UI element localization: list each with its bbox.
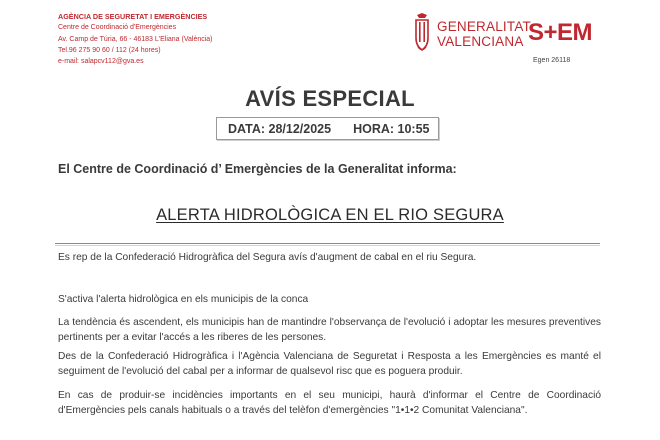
body-paragraph: La tendència és ascendent, els municipis han de mantindre l'observança de l'evolució i adoptar les mesures preventives pertinents per a evitar l'accés a les riberes de les persones. <box>58 317 601 343</box>
agency-phone: Tel.96 275 90 60 / 112 (24 hores) <box>58 46 161 54</box>
generalitat-wordmark <box>437 19 531 49</box>
page-title: AVÍS ESPECIAL <box>245 86 415 111</box>
generalitat-logo <box>413 13 531 57</box>
section-divider <box>55 243 600 246</box>
generalitat-wordmark-line1: GENERALITAT <box>437 19 531 34</box>
date-label: DATA: 28/12/2025 <box>228 121 332 136</box>
agency-centre: Centre de Coordinació d'Emergències <box>58 24 177 32</box>
body-paragraph: S'activa l'alerta hidrològica en els municipis de la conca <box>58 294 309 305</box>
intro-statement: El Centre de Coordinació d’ Emergències de la Generalitat informa: <box>58 162 457 176</box>
hour-label: HORA: 10:55 <box>353 121 430 136</box>
generalitat-wordmark-line2: VALENCIANA <box>437 34 524 49</box>
document-code: Egen 26118 <box>533 57 571 64</box>
alert-heading: ALERTA HIDROLÒGICA EN EL RIO SEGURA <box>156 206 504 224</box>
agency-email: e-mail: salapcv112@gva.es <box>58 58 144 66</box>
body-paragraph: En cas de produir-se incidències importants en el seu municipi, haurà d'informar el Centre de Coordinació d'Emergències pels canals habituals o a través del telèfon d'emergències "1•1•2 Comunitat Valenciana". <box>58 390 601 416</box>
sem-logo: S+EM <box>528 19 593 46</box>
agency-contact-block <box>58 11 213 67</box>
body-paragraph: Des de la Confederació Hidrogràfica i l'Agència Valenciana de Seguretat i Resposta a les Emergències es manté el seguiment de l'evolució del cabal per a informar de qualsevol risc que es poguera produir. <box>58 351 601 377</box>
body-paragraph: Es rep de la Confederació Hidrogràfica del Segura avís d'augment de cabal en el riu Segura. <box>58 252 477 263</box>
agency-address: Av. Camp de Túria, 66 - 46183 L'Eliana (València) <box>58 35 213 43</box>
agency-name: AGÈNCIA DE SEGURETAT I EMERGÈNCIES <box>58 12 208 21</box>
date-time-box <box>216 117 439 140</box>
generalitat-shield-icon <box>413 13 431 53</box>
